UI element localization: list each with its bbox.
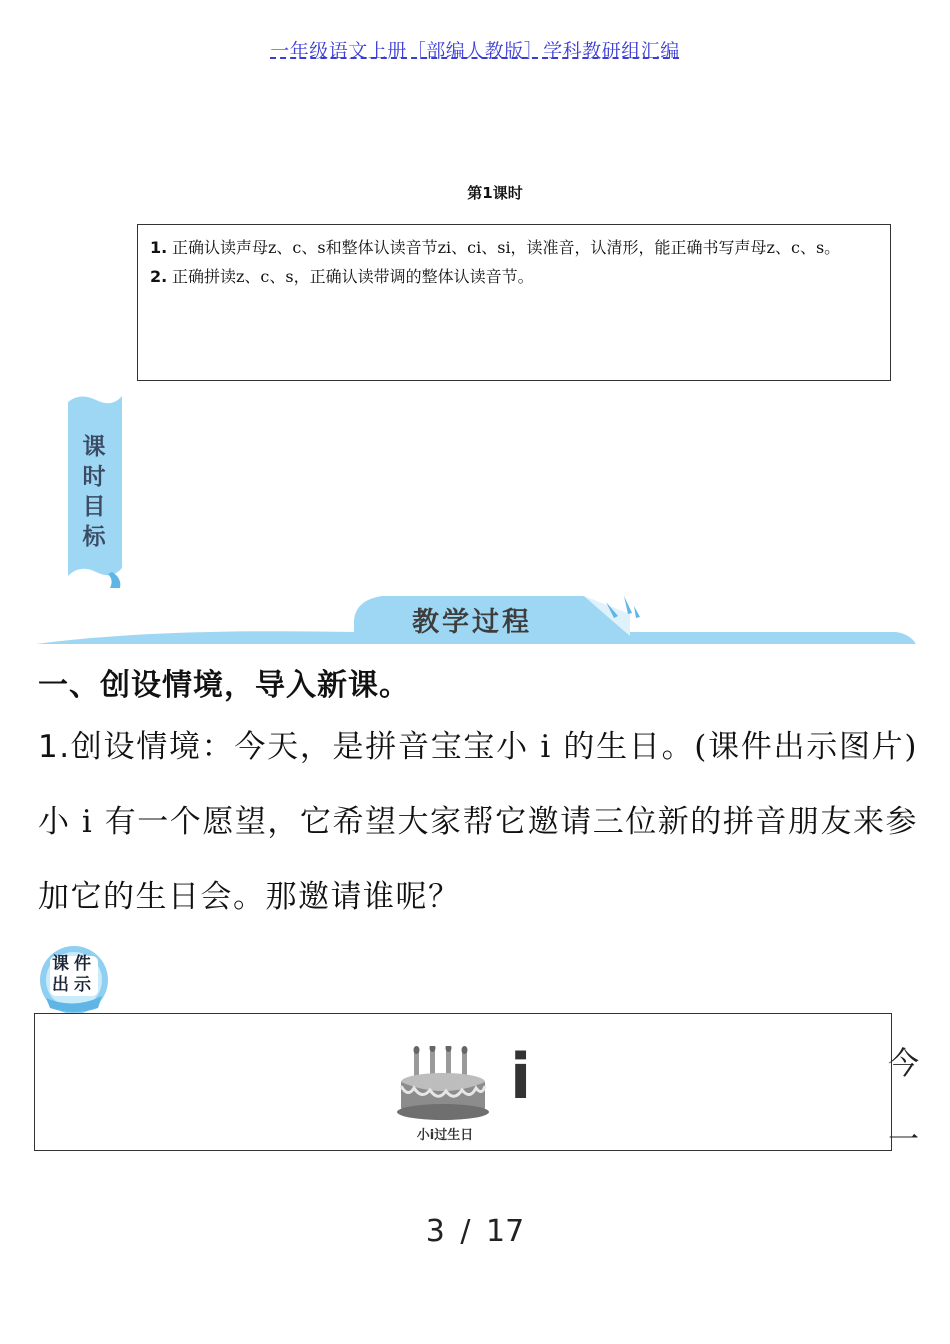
lesson-goals-box [137, 224, 891, 381]
goal-number: 1. [150, 238, 168, 257]
document-header: 一年级语文上册［部编人教版］学科教研组汇编 [270, 40, 680, 62]
goals-label [66, 432, 122, 552]
badge-line: 出示 [52, 975, 96, 995]
birthday-cake-icon [396, 1046, 490, 1122]
courseware-badge-text [38, 954, 110, 996]
goal-item [150, 262, 878, 291]
section-heading: 一、创设情境，导入新课。 [38, 668, 410, 703]
goal-text: 正确认读声母z、c、s和整体认读音节zi、ci、si，读准音，认清形，能正确书写声母z、c、s。 [172, 238, 841, 257]
goals-label-text: 课时目标 [82, 434, 106, 550]
body-paragraph [38, 710, 918, 935]
page-number: 3 / 17 [425, 1214, 525, 1249]
badge-line: 课件 [52, 954, 96, 974]
clipped-text-fragment: 一 [888, 1122, 919, 1158]
goal-item [150, 233, 878, 262]
clipped-text-fragment: 今 [888, 1046, 919, 1082]
cake-caption: 小i过生日 [416, 1128, 474, 1143]
goal-text: 正确拼读z、c、s，正确认读带调的整体认读音节。 [172, 267, 534, 286]
paragraph-number: 1. [38, 729, 71, 765]
paragraph-text: 创设情境：今天，是拼音宝宝小 i 的生日。(课件出示图片)小 i 有一个愿望，它希望大家帮它邀请三位新的拼音朋友来参加它的生日会。那邀请谁呢？ [38, 729, 918, 915]
lesson-title: 第1课时 [467, 184, 523, 202]
goal-number: 2. [150, 267, 168, 286]
banner-title: 教学过程 [412, 607, 532, 638]
pinyin-letter-i: i [510, 1040, 532, 1113]
